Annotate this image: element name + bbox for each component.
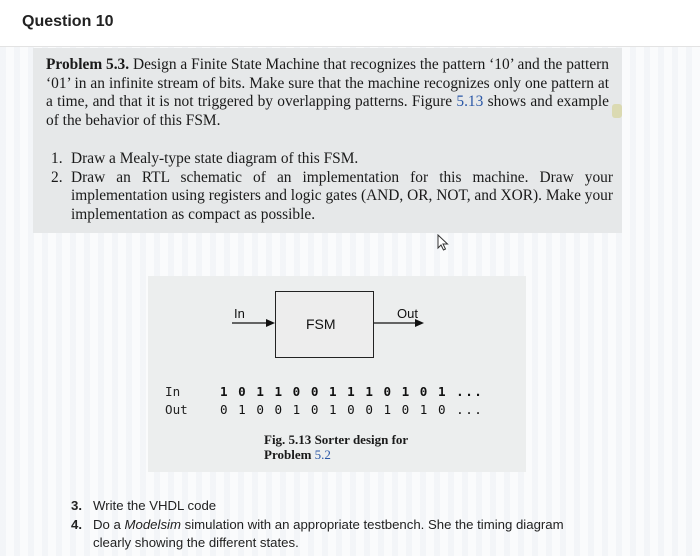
in-row-label: In — [165, 384, 181, 399]
mouse-pointer-icon — [436, 234, 450, 252]
task-item — [51, 150, 613, 169]
task-number: 1. — [51, 150, 63, 167]
fsm-block — [275, 291, 374, 358]
problem-body-part1: Design a Finite State Machine that recognizes the pattern ‘10’ and the pattern ‘01’ in an infinite stream of bits. Make sure that the machine recognizes only one pattern at a time, and that it is not triggered by overlapping patterns. Figure — [46, 56, 609, 110]
caption-text: Sorter design for — [314, 432, 409, 447]
caption-problem-label: Problem — [264, 447, 312, 462]
fsm-input-label: In — [234, 306, 245, 321]
task-text-part2: simulation with an appropriate testbench. She the timing diagram clearly showing the different states. — [93, 516, 564, 550]
task-text: Draw an RTL schematic of an implementation for this machine. Draw your implementation using registers and logic gates (AND, OR, NOT, and XOR). Make your implementation as compact as possible. — [71, 168, 613, 223]
task-item — [71, 497, 591, 516]
problem-heading: Problem 5.3. — [46, 56, 130, 73]
out-bit-sequence: 0 1 0 0 1 0 1 0 0 1 0 1 0 ... — [220, 402, 484, 417]
task-item — [51, 169, 613, 225]
fsm-block-label: FSM — [306, 316, 336, 332]
task-text: Draw a Mealy-type state diagram of this FSM. — [71, 150, 359, 167]
task-number: 3. — [71, 498, 82, 513]
task-number: 4. — [71, 516, 82, 532]
figure-reference: 5.13 — [456, 93, 484, 110]
caption-figure-number: Fig. 5.13 — [264, 432, 312, 447]
fsm-output-label: Out — [397, 306, 418, 321]
question-title: Question 10 — [22, 13, 114, 30]
task-text-part1: Do a — [93, 516, 125, 532]
in-bit-sequence: 1 0 1 1 0 0 1 1 1 0 1 0 1 ... — [220, 384, 484, 399]
side-marker — [612, 104, 622, 118]
additional-task-list — [71, 497, 591, 553]
caption-problem-ref: 5.2 — [314, 447, 331, 462]
problem-statement-image — [33, 48, 622, 233]
task-text: Write the VHDL code — [93, 498, 217, 513]
task-item — [71, 516, 591, 553]
out-row-label: Out — [165, 402, 188, 417]
figure-caption — [264, 432, 408, 462]
task-list — [51, 150, 613, 224]
task-number: 2. — [51, 168, 63, 186]
problem-body-part2: shows and example of the behavior of this FSM. — [46, 93, 609, 129]
question-header — [0, 0, 700, 47]
fsm-figure — [148, 276, 526, 472]
task-text-italic: Modelsim — [124, 516, 181, 532]
problem-description — [46, 56, 609, 130]
